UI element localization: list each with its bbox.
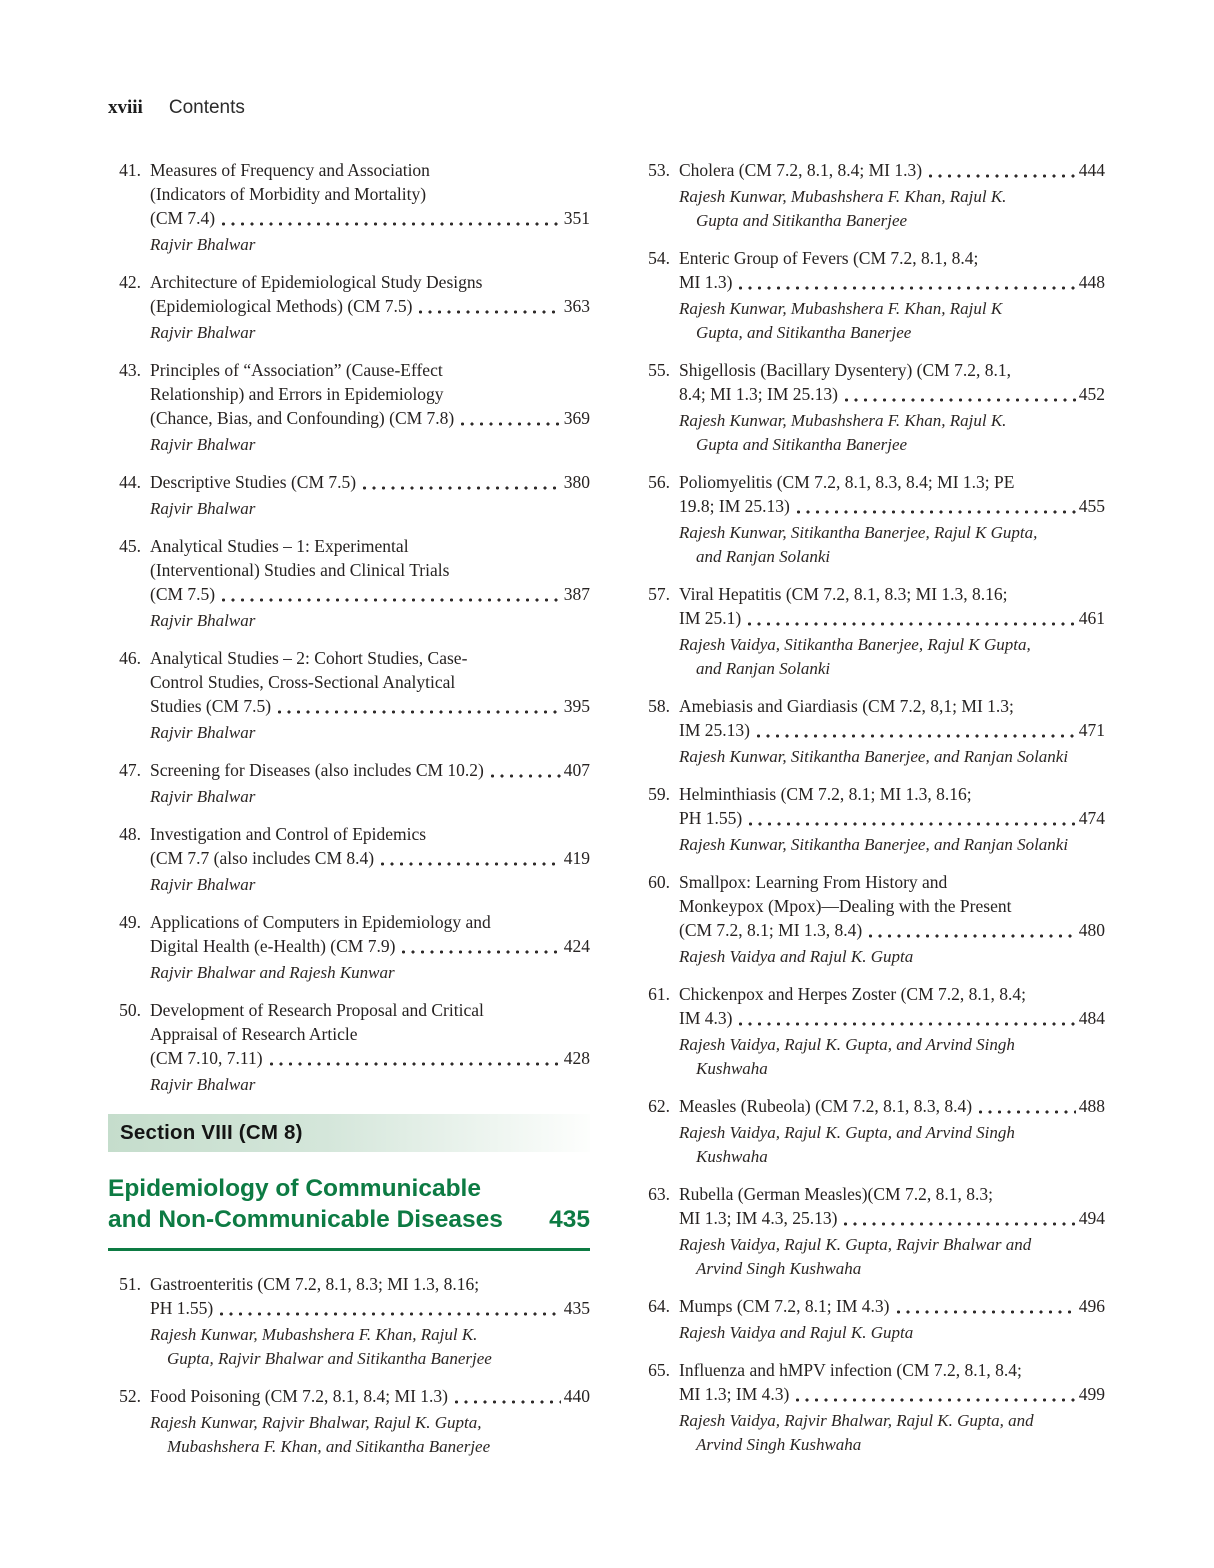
author-line: Rajvir Bhalwar [150, 499, 256, 518]
toc-entry [637, 1294, 1105, 1345]
entry-number: 60. [648, 872, 670, 892]
toc-entry [108, 758, 590, 809]
entry-authors [679, 297, 1105, 345]
toc-entry [637, 358, 1105, 457]
entry-leader-line [679, 718, 1105, 742]
entry-leader-line [679, 606, 1105, 630]
dot-leader [754, 725, 1076, 740]
running-head [108, 96, 1214, 122]
dot-leader [976, 1101, 1076, 1116]
entry-leader-line [679, 918, 1105, 942]
dot-leader [219, 213, 561, 228]
section-title-line1: Epidemiology of Communicable [108, 1175, 481, 1202]
entry-page-number: 424 [563, 936, 590, 956]
entry-title-end: Measles (Rubeola) (CM 7.2, 8.1, 8.3, 8.4) [679, 1096, 973, 1116]
entry-title-end: (CM 7.2, 8.1; MI 1.3, 8.4) [679, 920, 863, 940]
entry-leader-line [679, 158, 1105, 182]
dot-leader [894, 1301, 1076, 1316]
entry-number: 44. [119, 472, 141, 492]
author-line: Arvind Singh Kushwaha [696, 1259, 862, 1278]
entry-leader-line [150, 934, 590, 958]
dot-leader [416, 301, 560, 316]
dot-leader [378, 853, 561, 868]
toc-entry [637, 870, 1105, 969]
entry-title-line: (Interventional) Studies and Clinical Trials [150, 560, 450, 580]
entry-authors [679, 1409, 1105, 1457]
entry-body [150, 1384, 590, 1459]
entry-title-line: Appraisal of Research Article [150, 1024, 358, 1044]
section-title-line2: and Non-Communicable Diseases [108, 1206, 503, 1233]
entry-number: 47. [119, 760, 141, 780]
entry-authors [679, 1233, 1105, 1281]
entry-leader-line [679, 1006, 1105, 1030]
entry-page-number: 351 [563, 208, 590, 228]
entry-title-end: Food Poisoning (CM 7.2, 8.1, 8.4; MI 1.3) [150, 1386, 449, 1406]
entry-authors [150, 321, 590, 345]
dot-leader [841, 1213, 1075, 1228]
entry-authors [150, 609, 590, 633]
entry-body [679, 582, 1105, 681]
entry-number: 45. [119, 536, 141, 556]
entry-title-end: Studies (CM 7.5) [150, 696, 272, 716]
entry-page-number: 452 [1078, 384, 1105, 404]
entry-authors [150, 873, 590, 897]
author-line: Gupta, and Sitikantha Banerjee [696, 323, 912, 342]
entry-body [150, 470, 590, 521]
entry-number: 62. [648, 1096, 670, 1116]
entry-page-number: 428 [563, 1048, 590, 1068]
entry-leader-line [150, 694, 590, 718]
entry-body [150, 358, 590, 457]
entry-body [150, 158, 590, 257]
entry-title-end: (Epidemiological Methods) (CM 7.5) [150, 296, 413, 316]
author-line: Rajvir Bhalwar [150, 235, 256, 254]
entry-leader-line [150, 1384, 590, 1408]
entry-title-line: Enteric Group of Fevers (CM 7.2, 8.1, 8.4; [679, 248, 979, 268]
entry-body [150, 758, 590, 809]
entry-title-end: (CM 7.4) [150, 208, 216, 228]
entry-authors [679, 833, 1105, 857]
entry-authors [679, 1321, 1105, 1345]
entry-authors [679, 1121, 1105, 1169]
two-column-toc [108, 158, 1214, 1472]
entry-body [150, 270, 590, 345]
author-line: Gupta, Rajvir Bhalwar and Sitikantha Banerjee [167, 1349, 492, 1368]
dot-leader [736, 1013, 1075, 1028]
toc-entry [637, 1094, 1105, 1169]
toc-entry [108, 1272, 590, 1371]
author-line: Rajesh Vaidya, Sitikantha Banerjee, Rajul K Gupta, [679, 635, 1031, 654]
entry-leader-line [150, 406, 590, 430]
toc-entry [108, 1384, 590, 1459]
author-line: Rajesh Kunwar, Mubashshera F. Khan, Rajul K. [679, 187, 1007, 206]
entry-title-end: IM 4.3) [679, 1008, 733, 1028]
entry-title-end: (CM 7.7 (also includes CM 8.4) [150, 848, 375, 868]
entry-body [679, 246, 1105, 345]
entry-leader-line [679, 1382, 1105, 1406]
author-line: Rajvir Bhalwar [150, 323, 256, 342]
entry-page-number: 387 [563, 584, 590, 604]
entry-body [679, 1358, 1105, 1457]
entry-authors [679, 633, 1105, 681]
entry-title-line: Analytical Studies – 2: Cohort Studies, Case- [150, 648, 468, 668]
toc-entry [108, 998, 590, 1097]
entry-body [150, 646, 590, 745]
entry-page-number: 484 [1078, 1008, 1105, 1028]
entry-authors [150, 433, 590, 457]
entry-leader-line [150, 470, 590, 494]
entry-page-number: 455 [1078, 496, 1105, 516]
entry-body [679, 870, 1105, 969]
dot-leader [217, 1303, 561, 1318]
entry-title-line: Smallpox: Learning From History and [679, 872, 948, 892]
entry-title-end: 19.8; IM 25.13) [679, 496, 790, 516]
entry-authors [679, 409, 1105, 457]
entry-number: 61. [648, 984, 670, 1004]
entry-page-number: 395 [563, 696, 590, 716]
page-folio: xviii [108, 97, 143, 118]
section-title [108, 1173, 590, 1235]
entry-title-end: (CM 7.5) [150, 584, 216, 604]
author-line: Rajesh Vaidya and Rajul K. Gupta [679, 947, 914, 966]
entry-body [679, 782, 1105, 857]
dot-leader [736, 277, 1075, 292]
entry-authors [679, 185, 1105, 233]
entry-number: 65. [648, 1360, 670, 1380]
entry-number: 48. [119, 824, 141, 844]
toc-entries-51-52 [108, 1272, 590, 1459]
dot-leader [745, 613, 1076, 628]
entry-leader-line [150, 206, 590, 230]
entry-leader-line [679, 1294, 1105, 1318]
toc-entry [637, 1358, 1105, 1457]
author-line: Rajvir Bhalwar [150, 435, 256, 454]
entry-leader-line [150, 294, 590, 318]
dot-leader [842, 389, 1076, 404]
left-column [108, 158, 590, 1472]
section-rule [108, 1248, 590, 1251]
entry-title-line: Analytical Studies – 1: Experimental [150, 536, 409, 556]
right-column [637, 158, 1105, 1470]
entry-number: 57. [648, 584, 670, 604]
section-banner-label: Section VIII (CM 8) [120, 1121, 303, 1144]
author-line: Rajvir Bhalwar [150, 787, 256, 806]
entry-authors [150, 785, 590, 809]
entry-body [150, 534, 590, 633]
entry-body [150, 998, 590, 1097]
entry-title-line: Development of Research Proposal and Critical [150, 1000, 484, 1020]
toc-entry [637, 158, 1105, 233]
entry-title-line: Chickenpox and Herpes Zoster (CM 7.2, 8.1, 8.4; [679, 984, 1027, 1004]
author-line: Rajesh Vaidya and Rajul K. Gupta [679, 1323, 914, 1342]
entry-authors [679, 1033, 1105, 1081]
entry-number: 64. [648, 1296, 670, 1316]
entry-title-line: Amebiasis and Giardiasis (CM 7.2, 8,1; MI 1.3; [679, 696, 1014, 716]
author-line: Rajesh Kunwar, Sitikantha Banerjee, Rajul K Gupta, [679, 523, 1038, 542]
entry-title-line: Architecture of Epidemiological Study Designs [150, 272, 483, 292]
dot-leader [458, 413, 560, 428]
dot-leader [746, 813, 1076, 828]
section-page-number: 435 [549, 1206, 590, 1233]
entry-title-end: PH 1.55) [150, 1298, 214, 1318]
entry-page-number: 444 [1078, 160, 1105, 180]
toc-entries-53-65 [637, 158, 1105, 1457]
author-line: Rajesh Vaidya, Rajul K. Gupta, and Arvind Singh [679, 1035, 1015, 1054]
entry-authors [150, 961, 590, 985]
entry-title-line: Control Studies, Cross-Sectional Analytical [150, 672, 456, 692]
dot-leader [399, 941, 560, 956]
entry-title-line: Monkeypox (Mpox)—Dealing with the Present [679, 896, 1012, 916]
entry-title-end: 8.4; MI 1.3; IM 25.13) [679, 384, 838, 404]
author-line: Rajesh Vaidya, Rajvir Bhalwar, Rajul K. Gupta, and [679, 1411, 1034, 1430]
author-line: Rajvir Bhalwar [150, 723, 256, 742]
toc-entry [108, 822, 590, 897]
author-line: Rajvir Bhalwar [150, 611, 256, 630]
entry-number: 50. [119, 1000, 141, 1020]
toc-entry [637, 782, 1105, 857]
entry-title-line: Shigellosis (Bacillary Dysentery) (CM 7.2, 8.1, [679, 360, 1011, 380]
entry-body [679, 1094, 1105, 1169]
entry-title-end: (CM 7.10, 7.11) [150, 1048, 263, 1068]
entry-body [679, 982, 1105, 1081]
author-line: Gupta and Sitikantha Banerjee [696, 435, 908, 454]
entry-authors [679, 945, 1105, 969]
entry-number: 49. [119, 912, 141, 932]
toc-entry [637, 694, 1105, 769]
section-banner [108, 1114, 590, 1152]
entry-page-number: 407 [563, 760, 590, 780]
entry-page-number: 496 [1078, 1296, 1105, 1316]
dot-leader [794, 501, 1076, 516]
entry-number: 46. [119, 648, 141, 668]
entry-page-number: 488 [1078, 1096, 1105, 1116]
entry-page-number: 499 [1078, 1384, 1105, 1404]
toc-entry [108, 158, 590, 257]
entry-title-line: Measures of Frequency and Association [150, 160, 430, 180]
dot-leader [360, 477, 561, 492]
entry-title-line: Applications of Computers in Epidemiology and [150, 912, 491, 932]
entry-title-end: Mumps (CM 7.2, 8.1; IM 4.3) [679, 1296, 890, 1316]
entry-body [150, 822, 590, 897]
toc-entry [637, 470, 1105, 569]
author-line: Rajesh Kunwar, Mubashshera F. Khan, Rajul K. [150, 1325, 478, 1344]
author-line: Rajvir Bhalwar [150, 875, 256, 894]
dot-leader [488, 765, 561, 780]
entry-page-number: 440 [563, 1386, 590, 1406]
author-line: and Ranjan Solanki [696, 547, 831, 566]
entry-number: 58. [648, 696, 670, 716]
dot-leader [926, 165, 1076, 180]
entry-body [150, 910, 590, 985]
entry-leader-line [679, 806, 1105, 830]
entry-number: 51. [119, 1274, 141, 1294]
entry-authors [679, 745, 1105, 769]
entry-title-line: Helminthiasis (CM 7.2, 8.1; MI 1.3, 8.16; [679, 784, 972, 804]
entry-leader-line [150, 758, 590, 782]
entry-title-end: MI 1.3; IM 4.3, 25.13) [679, 1208, 838, 1228]
entry-title-line: (Indicators of Morbidity and Mortality) [150, 184, 427, 204]
entry-title-line: Poliomyelitis (CM 7.2, 8.1, 8.3, 8.4; MI 1.3; PE [679, 472, 1015, 492]
entry-number: 42. [119, 272, 141, 292]
entry-title-end: PH 1.55) [679, 808, 743, 828]
entry-page-number: 461 [1078, 608, 1105, 628]
entry-number: 43. [119, 360, 141, 380]
entry-authors [150, 233, 590, 257]
entry-body [679, 358, 1105, 457]
entry-leader-line [679, 494, 1105, 518]
entry-number: 63. [648, 1184, 670, 1204]
dot-leader [267, 1053, 561, 1068]
entry-number: 41. [119, 160, 141, 180]
entry-page-number: 494 [1078, 1208, 1105, 1228]
author-line: Kushwaha [696, 1059, 768, 1078]
entry-authors [150, 1073, 590, 1097]
author-line: Rajesh Kunwar, Mubashshera F. Khan, Rajul K. [679, 411, 1007, 430]
entry-body [679, 694, 1105, 769]
entry-leader-line [679, 1206, 1105, 1230]
author-line: Rajesh Kunwar, Rajvir Bhalwar, Rajul K. Gupta, [150, 1413, 482, 1432]
toc-entry [108, 910, 590, 985]
entry-authors [150, 721, 590, 745]
entry-title-end: IM 25.13) [679, 720, 750, 740]
section-title-line2-row [108, 1204, 590, 1235]
author-line: Gupta and Sitikantha Banerjee [696, 211, 908, 230]
author-line: Rajvir Bhalwar [150, 1075, 256, 1094]
entry-leader-line [150, 582, 590, 606]
entry-number: 59. [648, 784, 670, 804]
entry-page-number: 474 [1078, 808, 1105, 828]
entry-body [679, 1182, 1105, 1281]
entry-page-number: 471 [1078, 720, 1105, 740]
author-line: Rajvir Bhalwar and Rajesh Kunwar [150, 963, 395, 982]
entry-body [679, 470, 1105, 569]
toc-entry [108, 646, 590, 745]
entry-authors [150, 1323, 590, 1371]
author-line: Rajesh Vaidya, Rajul K. Gupta, Rajvir Bhalwar and [679, 1235, 1032, 1254]
entry-page-number: 448 [1078, 272, 1105, 292]
entry-title-line: Investigation and Control of Epidemics [150, 824, 427, 844]
entry-page-number: 369 [563, 408, 590, 428]
author-line: Rajesh Vaidya, Rajul K. Gupta, and Arvind Singh [679, 1123, 1015, 1142]
entry-title-end: Digital Health (e-Health) (CM 7.9) [150, 936, 396, 956]
entry-page-number: 480 [1078, 920, 1105, 940]
running-head-title: Contents [168, 97, 245, 118]
toc-entry [108, 534, 590, 633]
entry-title-end: MI 1.3; IM 4.3) [679, 1384, 790, 1404]
author-line: Rajesh Kunwar, Sitikantha Banerjee, and Ranjan Solanki [679, 747, 1069, 766]
entry-title-end: (Chance, Bias, and Confounding) (CM 7.8) [150, 408, 455, 428]
entry-number: 54. [648, 248, 670, 268]
entry-leader-line [679, 270, 1105, 294]
entry-page-number: 380 [563, 472, 590, 492]
entry-leader-line [679, 382, 1105, 406]
dot-leader [275, 701, 561, 716]
toc-entry [637, 1182, 1105, 1281]
entry-title-line: Influenza and hMPV infection (CM 7.2, 8.1, 8.4; [679, 1360, 1022, 1380]
author-line: Kushwaha [696, 1147, 768, 1166]
dot-leader [452, 1391, 561, 1406]
author-line: and Ranjan Solanki [696, 659, 831, 678]
author-line: Rajesh Kunwar, Mubashshera F. Khan, Rajul K [679, 299, 1003, 318]
entry-title-end: Descriptive Studies (CM 7.5) [150, 472, 357, 492]
entry-leader-line [150, 1296, 590, 1320]
entry-number: 52. [119, 1386, 141, 1406]
entry-title-end: MI 1.3) [679, 272, 733, 292]
entry-title-line: Gastroenteritis (CM 7.2, 8.1, 8.3; MI 1.3, 8.16; [150, 1274, 480, 1294]
entry-number: 53. [648, 160, 670, 180]
entry-body [679, 158, 1105, 233]
entry-title-line: Principles of “Association” (Cause-Effect [150, 360, 443, 380]
entry-title-end: IM 25.1) [679, 608, 742, 628]
entry-page-number: 435 [563, 1298, 590, 1318]
entry-leader-line [150, 846, 590, 870]
entry-authors [150, 497, 590, 521]
entry-title-line: Relationship) and Errors in Epidemiology [150, 384, 444, 404]
entry-title-end: Screening for Diseases (also includes CM 10.2) [150, 760, 484, 780]
entry-leader-line [150, 1046, 590, 1070]
entry-title-line: Viral Hepatitis (CM 7.2, 8.1, 8.3; MI 1.3, 8.16; [679, 584, 1008, 604]
toc-entry [637, 982, 1105, 1081]
dot-leader [219, 589, 561, 604]
entry-leader-line [679, 1094, 1105, 1118]
toc-entry [637, 582, 1105, 681]
entry-body [150, 1272, 590, 1371]
author-line: Mubashshera F. Khan, and Sitikantha Banerjee [167, 1437, 491, 1456]
author-line: Rajesh Kunwar, Sitikantha Banerjee, and Ranjan Solanki [679, 835, 1069, 854]
toc-entry [108, 470, 590, 521]
dot-leader [793, 1389, 1075, 1404]
toc-entry [108, 358, 590, 457]
entry-page-number: 363 [563, 296, 590, 316]
dot-leader [866, 925, 1075, 940]
entry-title-end: Cholera (CM 7.2, 8.1, 8.4; MI 1.3) [679, 160, 923, 180]
toc-entries-41-50 [108, 158, 590, 1097]
entry-number: 55. [648, 360, 670, 380]
toc-entry [637, 246, 1105, 345]
entry-authors [679, 521, 1105, 569]
entry-body [679, 1294, 1105, 1345]
entry-authors [150, 1411, 590, 1459]
entry-page-number: 419 [563, 848, 590, 868]
author-line: Arvind Singh Kushwaha [696, 1435, 862, 1454]
entry-number: 56. [648, 472, 670, 492]
entry-title-line: Rubella (German Measles)(CM 7.2, 8.1, 8.3; [679, 1184, 993, 1204]
toc-entry [108, 270, 590, 345]
